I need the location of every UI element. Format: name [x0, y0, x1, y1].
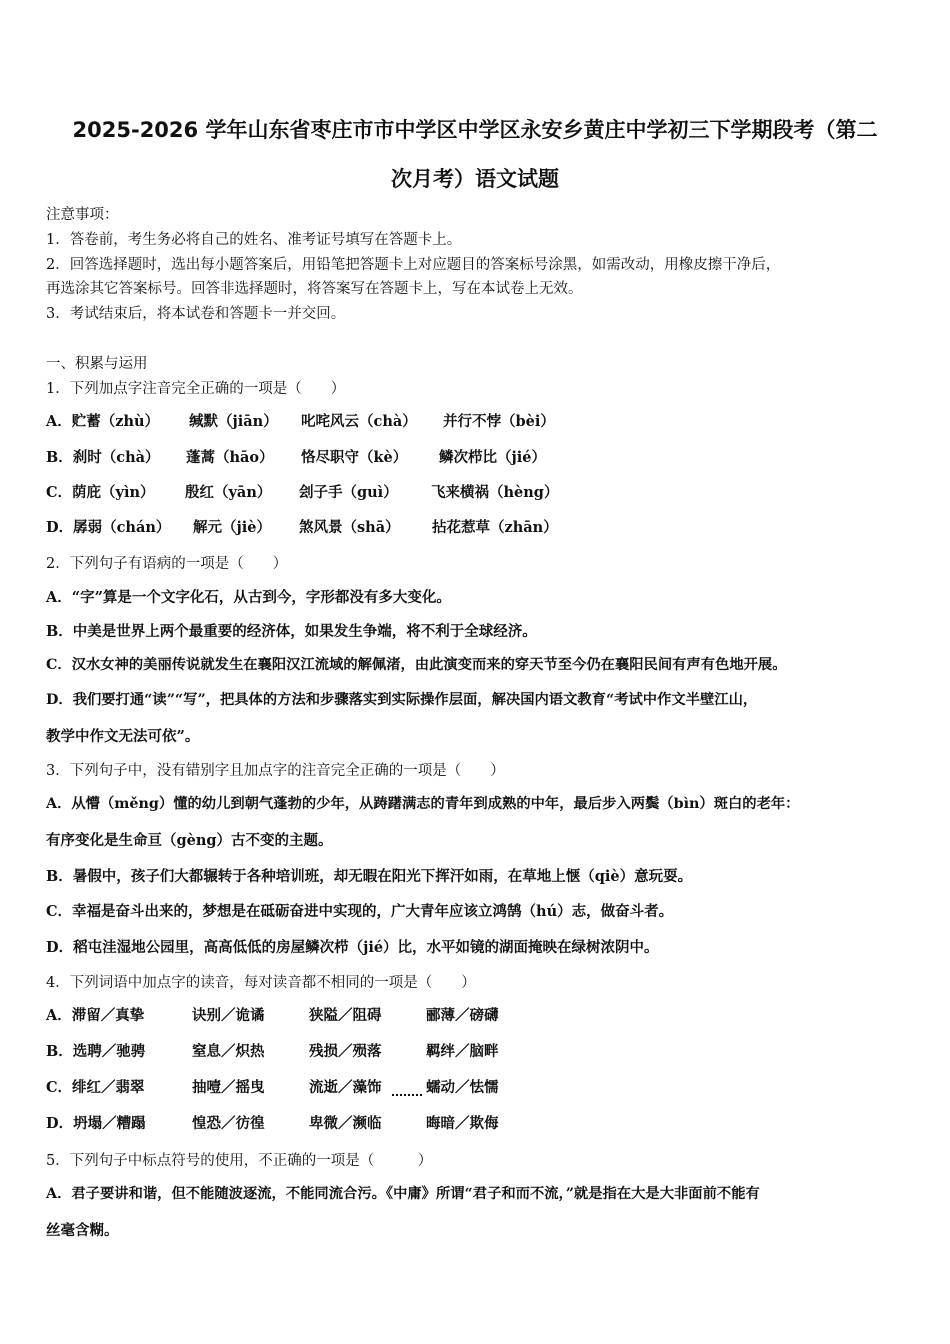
option-word: 叱咤风云（chà）	[301, 413, 417, 430]
option-word: 惶恐／彷徨	[192, 1115, 265, 1132]
notice-heading: 注意事项：	[46, 207, 119, 223]
option-word: 残损／殒落	[309, 1043, 382, 1060]
question-4-stem: 4．下列词语中加点字的读音，每对读音都不相同的一项是（ ）	[46, 975, 476, 991]
question-5-option-a-cont: 丝毫含糊。	[46, 1222, 119, 1239]
notice-item: 2．回答选择题时，选出每小题答案后，用铅笔把答题卡上对应题目的答案标号涂黑，如需改动，用橡皮擦干净后，	[46, 257, 781, 273]
question-3-option-a: A．从懵（měng）懂的幼儿到朝气蓬勃的少年，从踌躇满志的青年到成熟的中年，最后步入两鬓（bìn）斑白的老年：	[46, 796, 800, 812]
option-word: 晦暗／欺侮	[426, 1115, 499, 1132]
option-word: A．贮蓄（zhù）	[46, 413, 160, 430]
notice-item: 再选涂其它答案标号。回答非选择题时，将答案写在答题卡上，写在本试卷上无效。	[46, 281, 583, 297]
option-word: 飞来横祸（hèng）	[431, 484, 559, 501]
option-word: 拈花惹草（zhān）	[432, 519, 558, 536]
option-word: 煞风景（shā）	[299, 519, 400, 536]
option-word: C．绯红／翡翠	[46, 1079, 145, 1096]
option-word: C．荫庇（yìn）	[46, 484, 155, 501]
option-word: A．滞留／真挚	[46, 1007, 145, 1024]
question-3-option-b: B．暑假中，孩子们大都辗转于各种培训班，却无暇在阳光下挥汗如雨，在草地上惬（qiè）意玩耍。	[46, 868, 693, 885]
notice-item: 3．考试结束后，将本试卷和答题卡一并交回。	[46, 306, 346, 322]
option-word: B．选聘／驰骋	[46, 1043, 146, 1060]
question-2-option-c: C．汉水女神的美丽传说就发生在襄阳汉江流域的解佩渚，由此演变而来的穿天节至今仍在襄阳民间有声有色地开展。	[46, 657, 787, 673]
option-word: 刽子手（guì）	[299, 484, 398, 501]
option-word: D．孱弱（chán）	[46, 519, 171, 536]
question-5-option-a: A．君子要讲和谐，但不能随波逐流，不能同流合污。《中庸》所谓“君子和而不流，”就是指在大是大非面前不能有	[46, 1186, 760, 1202]
exam-title-line-1: 2025-2026 学年山东省枣庄市市中学区中学区永安乡黄庄中学初三下学期段考（第二	[72, 118, 878, 142]
option-word: 鳞次栉比（jié）	[439, 449, 546, 466]
option-word: 并行不悖（bèi）	[443, 413, 555, 430]
option-word: 窒息／炽热	[192, 1043, 265, 1060]
option-word: 缄默（jiān）	[189, 413, 278, 430]
notice-item: 1．答卷前，考生务必将自己的姓名、准考证号填写在答题卡上。	[46, 232, 462, 248]
question-2-option-d-cont: 教学中作文无法可依”。	[46, 728, 200, 745]
option-word: 解元（jiè）	[193, 519, 271, 536]
option-word: 流逝／藻饰	[309, 1079, 382, 1096]
question-3-option-a-cont: 有序变化是生命亘（gèng）古不变的主题。	[46, 832, 333, 849]
option-word: 蠕动／怯懦	[426, 1079, 499, 1096]
question-2-option-d: D．我们要打通“读”“写”，把具体的方法和步骤落实到实际操作层面，解决国内语文教育“考试中作文半壁江山，	[46, 692, 758, 708]
option-word: 殷红（yān）	[185, 484, 272, 501]
option-word: 郦薄／磅礴	[426, 1007, 499, 1024]
option-word: 抽噎／摇曳	[192, 1079, 265, 1096]
question-2-option-b: B．中美是世界上两个最重要的经济体，如果发生争端，将不利于全球经济。	[46, 623, 537, 640]
option-word: B．刹时（chà）	[46, 449, 160, 466]
section-heading: 一、积累与运用	[46, 356, 148, 372]
option-word: 羁绊／脑畔	[426, 1043, 499, 1060]
question-3-stem: 3．下列句子中，没有错别字且加点字的注音完全正确的一项是（ ）	[46, 763, 505, 779]
emphasis-dots	[392, 1082, 422, 1096]
option-word: D．坍塌／糟蹋	[46, 1115, 146, 1132]
option-word: 诀别／诡谲	[192, 1007, 265, 1024]
question-3-option-c: C．幸福是奋斗出来的，梦想是在砥砺奋进中实现的，广大青年应该立鸿鹄（hú）志，做奋斗者。	[46, 903, 674, 920]
question-1-stem: 1．下列加点字注音完全正确的一项是（ ）	[46, 381, 346, 397]
option-word: 蓬蒿（hāo）	[186, 449, 274, 466]
question-5-stem: 5．下列句子中标点符号的使用，不正确的一项是（ ）	[46, 1153, 433, 1169]
option-word: 恪尽职守（kè）	[301, 449, 408, 466]
exam-title-line-2: 次月考）语文试题	[391, 167, 559, 191]
question-2-stem: 2．下列句子有语病的一项是（ ）	[46, 556, 288, 572]
question-3-option-d: D．稻屯洼湿地公园里，高高低低的房屋鳞次栉（jié）比，水平如镜的湖面掩映在绿树浓阴中。	[46, 939, 659, 956]
option-word: 卑微／濒临	[309, 1115, 382, 1132]
option-word: 狭隘／阻碍	[309, 1007, 382, 1024]
question-2-option-a: A．“字”算是一个文字化石，从古到今，字形都没有多大变化。	[46, 589, 451, 606]
